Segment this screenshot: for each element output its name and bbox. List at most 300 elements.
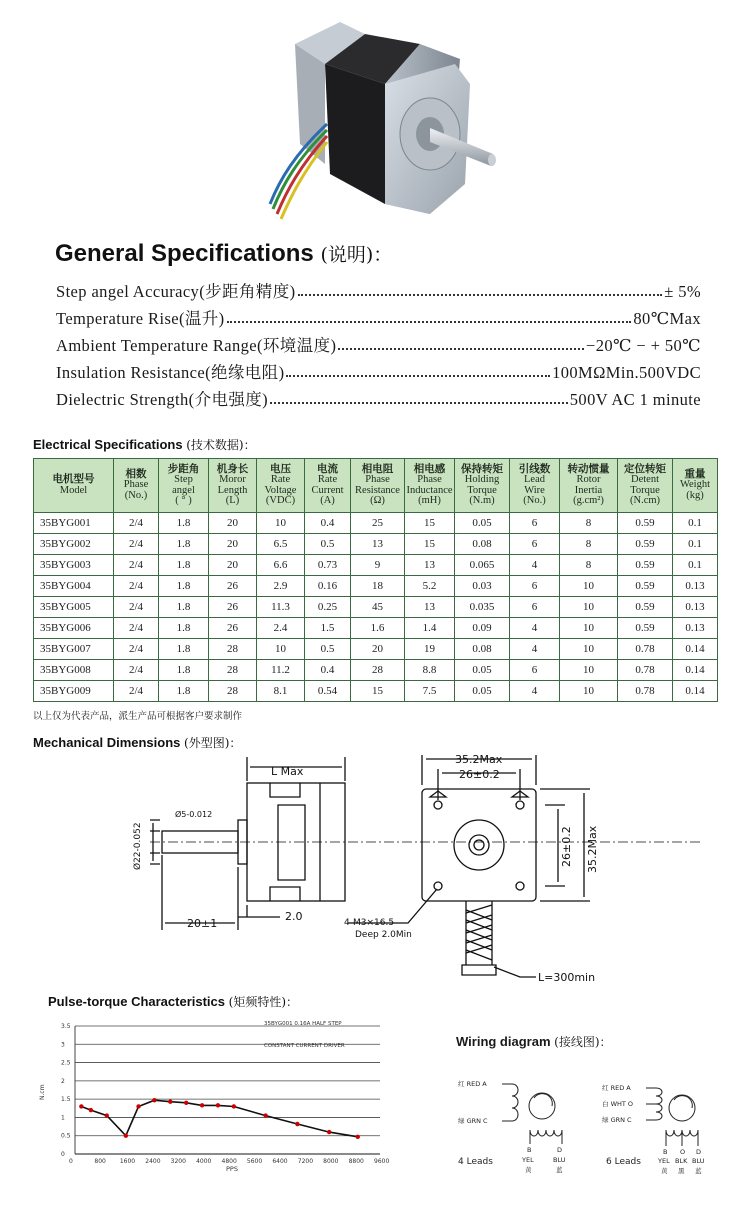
table-cell: 0.59 xyxy=(618,534,673,555)
torque-data-point xyxy=(136,1104,140,1108)
table-cell: 0.4 xyxy=(305,513,351,534)
table-cell: 0.05 xyxy=(455,660,510,681)
table-cell: 0.035 xyxy=(455,597,510,618)
column-header-line: 定位转矩 xyxy=(624,463,666,475)
table-cell: 20 xyxy=(209,555,257,576)
column-header-line: angel xyxy=(172,484,195,496)
electrical-note: 以上仅为代表产品，派生产品可根据客户要求制作 xyxy=(33,711,243,722)
x-tick-label: 8800 xyxy=(348,1158,364,1165)
table-cell: 1.8 xyxy=(159,597,209,618)
column-header-line: (No.) xyxy=(124,489,148,501)
torque-data-point xyxy=(216,1103,220,1107)
wire-right-d-color: BLU xyxy=(692,1157,705,1165)
column-header-line: Wire xyxy=(524,484,545,496)
table-cell: 6 xyxy=(510,576,560,597)
general-spec-row xyxy=(56,278,701,302)
table-cell: 0.1 xyxy=(673,555,718,576)
column-header xyxy=(560,459,618,513)
motor-photo xyxy=(255,4,505,226)
spec-value: −20℃ − + 50℃ xyxy=(585,336,701,355)
table-cell: 2/4 xyxy=(114,597,159,618)
table-cell: 0.13 xyxy=(673,576,718,597)
table-cell: 2/4 xyxy=(114,618,159,639)
table-cell: 8.1 xyxy=(257,681,305,702)
torque-data-point xyxy=(263,1113,267,1117)
table-cell: 1.8 xyxy=(159,681,209,702)
pulse-torque-title: Pulse-torque Characteristics (矩频特性)： xyxy=(48,994,299,1009)
torque-data-point xyxy=(124,1134,128,1138)
side-window xyxy=(278,805,305,880)
column-header-line: (No.) xyxy=(523,495,546,506)
table-cell: 6 xyxy=(510,513,560,534)
wire-left-d: D xyxy=(557,1146,563,1154)
spec-label: Step angel Accuracy(步距角精度) xyxy=(56,282,296,301)
table-cell: 0.09 xyxy=(455,618,510,639)
table-cell: 0.59 xyxy=(618,597,673,618)
torque-data-point xyxy=(232,1104,236,1108)
column-header-line: Torque xyxy=(630,484,660,496)
table-cell: 0.14 xyxy=(673,660,718,681)
table-cell: 6 xyxy=(510,534,560,555)
wiring-diagram xyxy=(450,1068,749,1178)
wire-left-c: 绿 GRN C xyxy=(458,1117,488,1125)
rotor-right-icon xyxy=(669,1095,695,1121)
torque-data-point xyxy=(184,1101,188,1105)
column-header xyxy=(114,459,159,513)
column-header-line: Rate xyxy=(317,474,338,485)
table-cell: 4 xyxy=(510,618,560,639)
column-header-line: Moror xyxy=(219,474,246,485)
table-cell: 35BYG002 xyxy=(34,534,114,555)
column-header-line: Length xyxy=(217,484,248,496)
table-cell: 35BYG004 xyxy=(34,576,114,597)
column-header-line: Lead xyxy=(524,474,545,485)
table-cell: 11.2 xyxy=(257,660,305,681)
wiring-diagram-title: Wiring diagram (接线图)： xyxy=(456,1034,612,1049)
mechanical-dimensions-title-cn: (外型图)： xyxy=(184,736,242,750)
table-cell: 28 xyxy=(209,681,257,702)
column-header xyxy=(618,459,673,513)
dot-leader xyxy=(338,348,584,350)
column-header-line: 步距角 xyxy=(167,463,200,475)
x-tick-label: 4000 xyxy=(196,1158,212,1165)
wire-left-d-cn: 蓝 xyxy=(556,1166,563,1174)
screw-depth-label: Deep 2.0Min xyxy=(355,930,412,940)
table-cell: 0.08 xyxy=(455,639,510,660)
table-cell: 0.08 xyxy=(455,534,510,555)
table-cell: 0.16 xyxy=(305,576,351,597)
y-tick-label: 1.5 xyxy=(61,1096,71,1104)
table-cell: 13 xyxy=(351,534,405,555)
table-cell: 20 xyxy=(209,534,257,555)
column-header-line: Resistance xyxy=(355,484,400,496)
spec-value: 500V AC 1 minute xyxy=(569,390,701,409)
l-max-label: L Max xyxy=(271,765,304,778)
x-tick-label: 0 xyxy=(69,1158,73,1165)
y-tick-label: 0 xyxy=(61,1151,65,1158)
mechanical-dimensions-title: Mechanical Dimensions (外型图)： xyxy=(33,735,242,750)
y-tick-label: 3.5 xyxy=(61,1023,71,1030)
table-row xyxy=(34,597,718,618)
spec-label: Ambient Temperature Range(环境温度) xyxy=(56,336,337,355)
column-header-line: 相电阻 xyxy=(361,463,394,475)
electrical-spec-title-cn: (技术数据)： xyxy=(186,438,256,452)
shaft-dia-label: Ø5-0.012 xyxy=(175,810,213,819)
table-cell: 26 xyxy=(209,618,257,639)
height-max-label: 35.2Max xyxy=(586,825,599,873)
column-header xyxy=(34,459,114,513)
table-cell: 0.1 xyxy=(673,513,718,534)
table-cell: 0.78 xyxy=(618,639,673,660)
table-cell: 15 xyxy=(351,681,405,702)
column-header-line: (VDC) xyxy=(265,495,296,506)
column-header-line: Detent xyxy=(631,474,659,485)
table-cell: 2/4 xyxy=(114,534,159,555)
table-cell: 28 xyxy=(209,660,257,681)
mechanical-drawing xyxy=(0,745,749,990)
column-header-line: (g.cm²) xyxy=(573,495,604,506)
table-cell: 5.2 xyxy=(405,576,455,597)
chart-ylabel: N.cm xyxy=(39,1084,46,1100)
table-cell: 0.065 xyxy=(455,555,510,576)
spec-label: Insulation Resistance(绝缘电阻) xyxy=(56,363,285,382)
table-cell: 6 xyxy=(510,597,560,618)
column-header xyxy=(673,459,718,513)
table-cell: 9 xyxy=(351,555,405,576)
column-header xyxy=(159,459,209,513)
spec-label: Dielectric Strength(介电强度) xyxy=(56,390,269,409)
table-cell: 7.5 xyxy=(405,681,455,702)
table-cell: 1.8 xyxy=(159,513,209,534)
table-cell: 0.4 xyxy=(305,660,351,681)
table-cell: 0.05 xyxy=(455,681,510,702)
column-header-line: (kg) xyxy=(686,489,704,501)
table-cell: 10 xyxy=(560,681,618,702)
table-cell: 10 xyxy=(257,513,305,534)
dot-leader xyxy=(227,321,632,323)
pulse-torque-chart xyxy=(30,1012,405,1172)
table-cell: 18 xyxy=(351,576,405,597)
wire-right-o: 白 WHT O xyxy=(602,1100,634,1108)
table-header-row xyxy=(34,459,718,513)
table-cell: 35BYG008 xyxy=(34,660,114,681)
column-header-line: 重量 xyxy=(684,468,706,480)
column-header-line: (N.cm) xyxy=(629,495,661,506)
table-cell: 35BYG001 xyxy=(34,513,114,534)
x-tick-label: 1600 xyxy=(119,1158,136,1165)
torque-data-point xyxy=(356,1135,360,1139)
column-header-line: 引线数 xyxy=(518,463,551,475)
table-cell: 1.5 xyxy=(305,618,351,639)
column-header-line: Model xyxy=(59,484,88,496)
chart-legend-line1: 35BYG001 0.16A HALF STEP xyxy=(264,1021,342,1027)
table-cell: 0.78 xyxy=(618,681,673,702)
x-tick-label: 4800 xyxy=(221,1158,237,1165)
table-cell: 15 xyxy=(405,513,455,534)
table-cell: 10 xyxy=(560,660,618,681)
table-cell: 0.14 xyxy=(673,639,718,660)
x-tick-label: 2400 xyxy=(145,1158,161,1165)
table-cell: 28 xyxy=(209,639,257,660)
table-cell: 0.78 xyxy=(618,660,673,681)
general-spec-title-cn: (说明)： xyxy=(320,244,393,266)
torque-data-point xyxy=(200,1103,204,1107)
table-cell: 13 xyxy=(405,597,455,618)
torque-data-point xyxy=(295,1122,299,1126)
table-cell: 8 xyxy=(560,513,618,534)
x-tick-label: 8000 xyxy=(323,1158,339,1165)
table-cell: 45 xyxy=(351,597,405,618)
y-tick-label: 2.5 xyxy=(61,1059,71,1067)
table-cell: 20 xyxy=(209,513,257,534)
x-tick-label: 6400 xyxy=(272,1158,288,1165)
column-header-line: 电流 xyxy=(317,463,338,475)
table-cell: 4 xyxy=(510,555,560,576)
table-cell: 1.4 xyxy=(405,618,455,639)
spec-label: Temperature Rise(温升) xyxy=(56,309,225,328)
table-cell: 26 xyxy=(209,597,257,618)
table-cell: 1.8 xyxy=(159,576,209,597)
general-spec-row xyxy=(56,386,701,410)
column-header-line: (N.m) xyxy=(469,495,495,506)
width-max-label: 35.2Max xyxy=(455,753,503,766)
wire-right-o-cn: 黑 xyxy=(678,1167,685,1175)
general-spec-row xyxy=(56,332,701,356)
wire-right-d: D xyxy=(696,1148,702,1156)
x-tick-label: 9600 xyxy=(374,1158,390,1165)
table-cell: 35BYG005 xyxy=(34,597,114,618)
table-cell: 2/4 xyxy=(114,660,159,681)
table-cell: 0.13 xyxy=(673,618,718,639)
table-cell: 26 xyxy=(209,576,257,597)
boss-length-label: 2.0 xyxy=(285,910,303,923)
table-cell: 4 xyxy=(510,639,560,660)
y-tick-label: 2 xyxy=(61,1077,65,1085)
x-tick-label: 5600 xyxy=(246,1158,263,1165)
wire-left-b-color: YEL xyxy=(522,1156,534,1164)
table-cell: 0.59 xyxy=(618,618,673,639)
table-cell: 0.5 xyxy=(305,534,351,555)
table-cell: 6.5 xyxy=(257,534,305,555)
table-cell: 2.9 xyxy=(257,576,305,597)
column-header-line: Phase xyxy=(417,474,442,485)
x-tick-label: 3200 xyxy=(170,1158,186,1165)
table-cell: 6.6 xyxy=(257,555,305,576)
table-cell: 1.8 xyxy=(159,534,209,555)
general-spec-row xyxy=(56,359,701,383)
table-cell: 0.59 xyxy=(618,555,673,576)
table-cell: 0.13 xyxy=(673,597,718,618)
column-header-line: ( ° ) xyxy=(175,495,192,506)
column-header-line: Current xyxy=(311,484,344,496)
table-cell: 35BYG003 xyxy=(34,555,114,576)
spec-value: ± 5% xyxy=(664,282,701,301)
table-cell: 0.5 xyxy=(305,639,351,660)
table-cell: 13 xyxy=(405,555,455,576)
dot-leader xyxy=(298,294,663,296)
table-cell: 2/4 xyxy=(114,576,159,597)
wire-right-b-color: YEL xyxy=(658,1157,670,1165)
table-cell: 0.05 xyxy=(455,513,510,534)
shaft-length-label: 20±1 xyxy=(187,917,218,930)
wire-right-o-color: BLK xyxy=(675,1157,688,1165)
column-header xyxy=(305,459,351,513)
table-cell: 2/4 xyxy=(114,513,159,534)
table-cell: 2.4 xyxy=(257,618,305,639)
table-cell: 10 xyxy=(257,639,305,660)
table-cell: 0.25 xyxy=(305,597,351,618)
table-row xyxy=(34,681,718,702)
general-spec-row xyxy=(56,305,701,329)
wire-right-o2: O xyxy=(680,1148,686,1156)
hole-pitch-vertical-label: 26±0.2 xyxy=(560,826,573,867)
column-header-line: 相电感 xyxy=(413,463,446,475)
table-cell: 10 xyxy=(560,639,618,660)
column-header-line: (Ω) xyxy=(370,495,385,506)
wire-right-b: B xyxy=(663,1148,668,1156)
rotor-left-icon xyxy=(529,1093,555,1119)
table-row xyxy=(34,618,718,639)
column-header xyxy=(405,459,455,513)
column-header-line: Rotor xyxy=(576,474,601,485)
chart-xlabel: PPS xyxy=(226,1165,238,1172)
spec-value: 80℃Max xyxy=(633,309,701,328)
table-cell: 20 xyxy=(351,639,405,660)
column-header-line: (mH) xyxy=(418,495,441,506)
electrical-spec-title: Electrical Specifications (技术数据)： xyxy=(33,437,256,452)
table-cell: 0.54 xyxy=(305,681,351,702)
table-row xyxy=(34,576,718,597)
table-cell: 10 xyxy=(560,597,618,618)
table-row xyxy=(34,555,718,576)
table-cell: 35BYG007 xyxy=(34,639,114,660)
torque-data-point xyxy=(168,1100,172,1104)
column-header-line: 电压 xyxy=(270,463,291,475)
table-row xyxy=(34,534,718,555)
torque-data-point xyxy=(327,1130,331,1134)
dot-leader xyxy=(286,375,550,377)
electrical-spec-table xyxy=(33,458,718,702)
torque-data-point xyxy=(105,1113,109,1117)
spec-value: 100MΩMin.500VDC xyxy=(552,363,701,382)
table-cell: 2/4 xyxy=(114,681,159,702)
column-header xyxy=(351,459,405,513)
wire-right-d-cn: 蓝 xyxy=(695,1167,702,1175)
screw-label: 4-M3×16.5 xyxy=(344,918,395,928)
table-cell: 1.8 xyxy=(159,639,209,660)
column-header xyxy=(209,459,257,513)
x-tick-label: 800 xyxy=(94,1158,106,1165)
table-cell: 6 xyxy=(510,660,560,681)
column-header-line: Voltage xyxy=(264,484,297,496)
column-header-line: (A) xyxy=(320,495,335,506)
table-cell: 1.8 xyxy=(159,555,209,576)
wire-right-a: 红 RED A xyxy=(602,1084,631,1092)
column-header xyxy=(455,459,510,513)
dot-leader xyxy=(270,402,568,404)
column-header-line: Weight xyxy=(679,479,711,491)
table-cell: 35BYG009 xyxy=(34,681,114,702)
column-header-line: 转动惯量 xyxy=(567,463,610,475)
wire-left-b-cn: 黄 xyxy=(525,1166,532,1174)
table-cell: 0.1 xyxy=(673,534,718,555)
table-row xyxy=(34,660,718,681)
y-tick-label: 1 xyxy=(61,1114,65,1122)
column-header-line: 相数 xyxy=(125,468,147,480)
column-header-line: 电机型号 xyxy=(52,474,95,485)
table-cell: 1.8 xyxy=(159,618,209,639)
table-cell: 8 xyxy=(560,555,618,576)
wire-left-b: B xyxy=(527,1146,532,1154)
column-header-line: Inertia xyxy=(574,484,603,496)
column-header-line: Phase xyxy=(123,479,149,491)
column-header-line: Inductance xyxy=(406,484,453,496)
wire-left-caption: 4 Leads xyxy=(458,1157,493,1167)
table-cell: 10 xyxy=(560,576,618,597)
general-spec-title: General Specifications (说明)： xyxy=(55,240,393,267)
table-cell: 8.8 xyxy=(405,660,455,681)
torque-data-point xyxy=(79,1104,83,1108)
wire-right-b-cn: 黄 xyxy=(661,1167,668,1175)
boss-dia-label: Ø22-0.052 xyxy=(133,822,143,870)
chart-legend-line2: CONSTANT CURRENT DRIVER xyxy=(264,1043,345,1049)
wiring-diagram-title-cn: (接线图)： xyxy=(554,1035,612,1049)
table-cell: 0.73 xyxy=(305,555,351,576)
torque-data-point xyxy=(89,1108,93,1112)
y-tick-label: 0.5 xyxy=(61,1132,71,1140)
front-boss-circle xyxy=(454,820,504,870)
front-flange-outline xyxy=(422,789,536,901)
column-header-line: 保持转矩 xyxy=(461,463,503,475)
x-tick-label: 7200 xyxy=(297,1158,314,1165)
table-cell: 0.59 xyxy=(618,576,673,597)
column-header xyxy=(257,459,305,513)
table-row xyxy=(34,639,718,660)
wire-right-caption: 6 Leads xyxy=(606,1157,641,1167)
table-cell: 1.6 xyxy=(351,618,405,639)
table-row xyxy=(34,513,718,534)
table-cell: 1.8 xyxy=(159,660,209,681)
table-cell: 25 xyxy=(351,513,405,534)
table-cell: 28 xyxy=(351,660,405,681)
table-cell: 2/4 xyxy=(114,639,159,660)
table-cell: 11.3 xyxy=(257,597,305,618)
column-header-line: Rate xyxy=(270,474,291,485)
wire-left-d-color: BLU xyxy=(553,1156,566,1164)
torque-data-point xyxy=(152,1098,156,1102)
hole-pitch-label: 26±0.2 xyxy=(459,768,500,781)
pulse-torque-title-cn: (矩频特性)： xyxy=(228,995,299,1009)
table-cell: 0.03 xyxy=(455,576,510,597)
wire-right-c: 绿 GRN C xyxy=(602,1116,632,1124)
column-header-line: 机身长 xyxy=(216,463,249,475)
column-header-line: Phase xyxy=(365,474,390,485)
column-header-line: Torque xyxy=(467,484,497,496)
table-cell: 15 xyxy=(405,534,455,555)
y-tick-label: 3 xyxy=(61,1041,65,1049)
column-header xyxy=(510,459,560,513)
table-cell: 2/4 xyxy=(114,555,159,576)
wire-left-a: 红 RED A xyxy=(458,1080,487,1088)
column-header-line: Step xyxy=(174,474,193,485)
table-cell: 19 xyxy=(405,639,455,660)
table-cell: 8 xyxy=(560,534,618,555)
table-cell: 10 xyxy=(560,618,618,639)
table-cell: 0.14 xyxy=(673,681,718,702)
table-cell: 35BYG006 xyxy=(34,618,114,639)
table-cell: 0.59 xyxy=(618,513,673,534)
column-header-line: Holding xyxy=(464,474,500,485)
